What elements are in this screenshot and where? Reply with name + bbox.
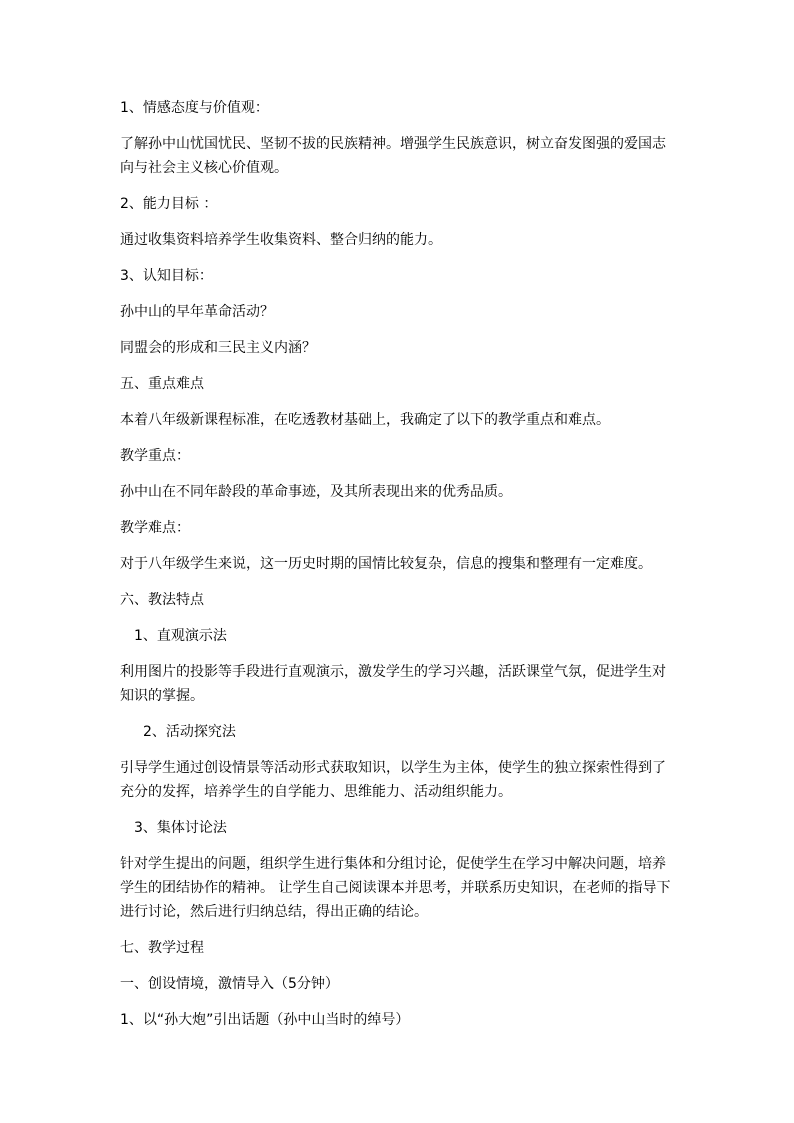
paragraph: 孙中山在不同年龄段的革命事迹，及其所表现出来的优秀品质。 [120,484,512,500]
paragraph: 教学难点： [120,520,190,536]
document-body [120,96,676,1044]
method-heading: 3、集体讨论法 [134,820,227,836]
paragraph: 对于八年级学生来说，这一历史时期的国情比较复杂，信息的搜集和整理有一定难度。 [120,556,652,572]
paragraph: 孙中山的早年革命活动？ [120,304,274,320]
paragraph: 1、以“孙大炮”引出话题（孙中山当时的绰号） [120,1012,410,1028]
method-heading: 2、活动探究法 [143,724,236,740]
method-heading: 1、直观演示法 [134,628,227,644]
paragraph: 1、情感态度与价值观： [120,100,269,116]
section-heading: 五、重点难点 [120,376,204,392]
paragraph: 了解孙中山忧国忧民、坚韧不拔的民族精神。增强学生民族意识，树立奋发图强的爱国志向与社会主义核心价值观。 [120,136,666,176]
paragraph: 一、创设情境，激情导入（5分钟） [120,976,339,992]
section-heading: 六、教法特点 [120,592,204,608]
paragraph: 利用图片的投影等手段进行直观演示，激发学生的学习兴趣，活跃课堂气氛，促进学生对知识的掌握。 [120,664,666,704]
paragraph: 2、能力目标 ： [120,196,218,212]
paragraph: 引导学生通过创设情景等活动形式获取知识，以学生为主体，使学生的独立探索性得到了充分的发挥，培养学生的自学能力、思维能力、活动组织能力。 [120,760,666,800]
paragraph: 本着八年级新课程标准，在吃透教材基础上，我确定了以下的教学重点和难点。 [120,412,610,428]
paragraph: 3、认知目标： [120,268,213,284]
paragraph: 同盟会的形成和三民主义内涵？ [120,340,316,356]
paragraph: 通过收集资料培养学生收集资料、整合归纳的能力。 [120,232,442,248]
section-heading: 七、教学过程 [120,940,204,956]
paragraph: 教学重点： [120,448,190,464]
paragraph: 针对学生提出的问题，组织学生进行集体和分组讨论，促使学生在学习中解决问题，培养学生的团结协作的精神。 让学生自己阅读课本并思考，并联系历史知识，在老师的指导下进行讨论，然后进行归纳总结，得出正确的结论。 [120,856,671,920]
